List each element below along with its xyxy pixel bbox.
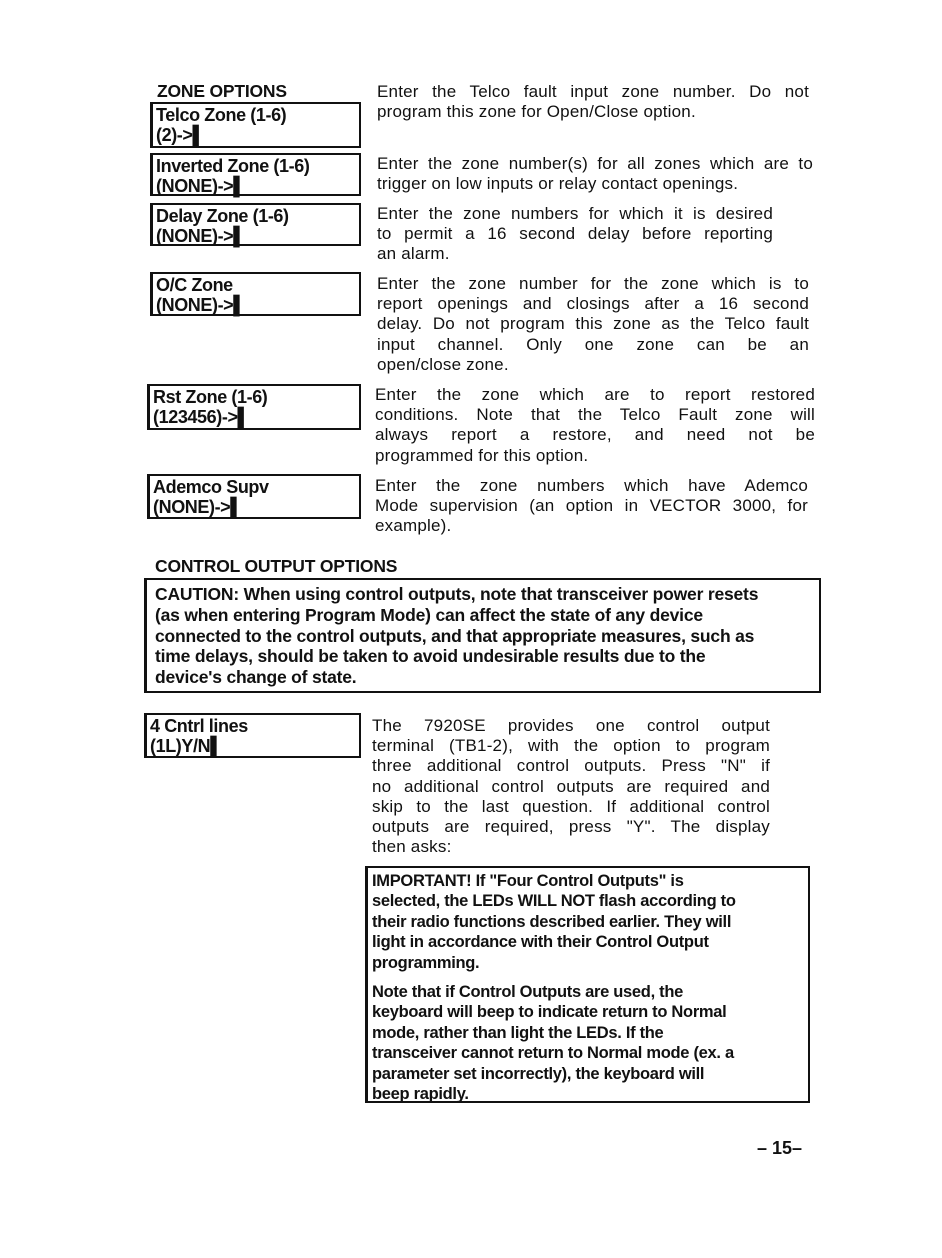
rst-zone-display (147, 384, 361, 430)
zone-options-heading: ZONE OPTIONS (157, 81, 287, 101)
display-line-1: Rst Zone (1-6) (153, 387, 268, 407)
display-line-2: (NONE)->▌ (156, 176, 246, 196)
display-line-1: 4 Cntrl lines (150, 716, 248, 736)
display-line-2: (NONE)->▌ (153, 497, 243, 517)
inverted-zone-description: Enter the zone number(s) for all zones which are to trigger on low inputs or relay contact openings. (377, 154, 813, 194)
rst-zone-description: Enter the zone which are to report restored conditions. Note that the Telco Fault zone will always report a restore, and need not be programmed for this option. (375, 385, 815, 465)
important-note-box (365, 866, 810, 1103)
inverted-zone-display (150, 153, 361, 196)
delay-zone-description: Enter the zone numbers for which it is desired to permit a 16 second delay before reporting an alarm. (377, 204, 773, 264)
display-line-2: (2)->▌ (156, 125, 205, 145)
page-number: – 15– (757, 1138, 803, 1158)
note-paragraph: Note that if Control Outputs are used, the keyboard will beep to indicate return to Normal mode, rather than light the LEDs. If the transceiver cannot return to Normal mode (ex. a parameter set incorrectly), the keyboard will beep rapidly. (372, 983, 734, 1104)
telco-zone-description: Enter the Telco fault input zone number. Do not program this zone for Open/Close option. (377, 82, 809, 122)
display-line-1: O/C Zone (156, 275, 233, 295)
control-output-heading: CONTROL OUTPUT OPTIONS (155, 556, 398, 576)
caution-box: CAUTION: When using control outputs, note that transceiver power resets (as when entering Program Mode) can affect the state of any device connected to the control outputs, and that appropriate measures, such as time delays, should be taken to avoid undesirable results due to the device's change of state. (144, 578, 821, 693)
cntrl-lines-display (144, 713, 361, 758)
display-line-2: (1L)Y/N▌ (150, 736, 223, 756)
display-line-1: Inverted Zone (1-6) (156, 156, 310, 176)
display-line-1: Delay Zone (1-6) (156, 206, 289, 226)
delay-zone-display (150, 203, 361, 246)
display-line-1: Telco Zone (1-6) (156, 105, 287, 125)
display-line-1: Ademco Supv (153, 477, 269, 497)
telco-zone-display (150, 102, 361, 148)
important-paragraph: IMPORTANT! If "Four Control Outputs" is selected, the LEDs WILL NOT flash according to their radio functions described earlier. They will light in accordance with their Control Output programming. (372, 872, 736, 972)
display-line-2: (123456)->▌ (153, 407, 250, 427)
display-line-2: (NONE)->▌ (156, 226, 246, 246)
display-line-2: (NONE)->▌ (156, 295, 246, 315)
cntrl-lines-description: The 7920SE provides one control output terminal (TB1-2), with the option to program three additional control outputs. Press "N" if no additional control outputs are required and skip to the last question. If additional control outputs are required, press "Y". The display then asks: (372, 716, 770, 857)
oc-zone-description: Enter the zone number for the zone which is to report openings and closings after a 16 second delay. Do not program this zone as the Telco fault input channel. Only one zone can be an open/close zone. (377, 274, 809, 374)
ademco-supv-description: Enter the zone numbers which have Ademco Mode supervision (an option in VECTOR 3000, for example). (375, 476, 808, 536)
ademco-supv-display (147, 474, 361, 519)
oc-zone-display (150, 272, 361, 316)
